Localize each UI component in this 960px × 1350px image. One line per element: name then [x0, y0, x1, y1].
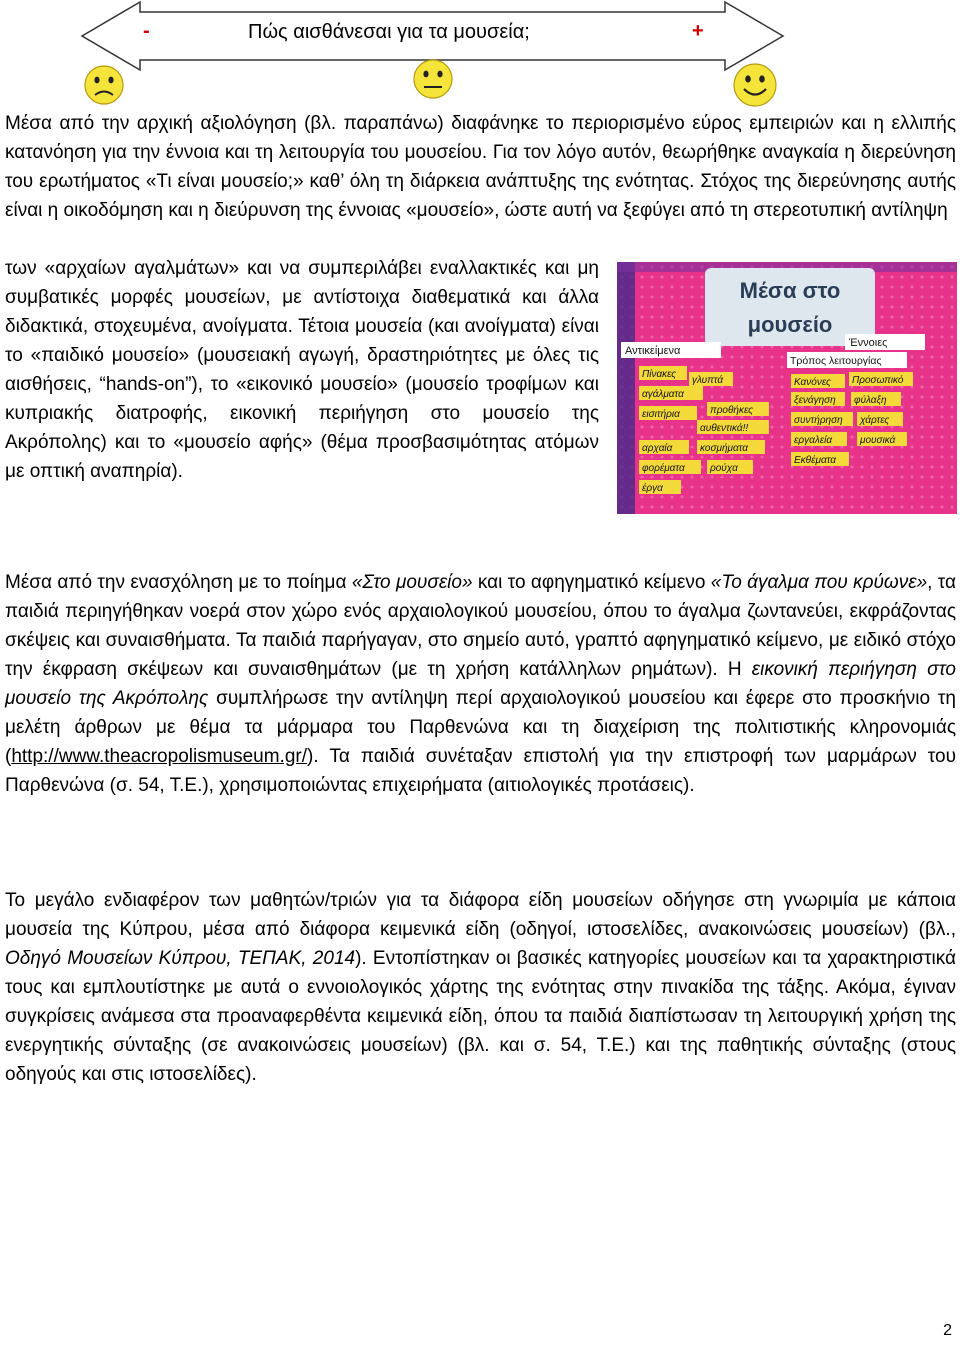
note: Πίνακες	[642, 369, 677, 380]
text-segment: Το μεγάλο ενδιαφέρον των μαθητών/τριών για τα διάφορα είδη μουσείων οδήγησε στη γνωριμία με κάποια μουσεία της Κύπρου, μέσα από διάφορα κειμενικά είδη (οδηγοί, ιστοσελίδες, ανακοινώσεις μουσείων) (βλ.,	[5, 890, 956, 940]
note: Κανόνες	[794, 377, 831, 388]
note: αγάλματα	[642, 389, 684, 400]
note: αρχαία	[642, 443, 673, 454]
board-title-2: μουσείο	[747, 312, 833, 337]
note: γλυπτά	[692, 375, 724, 386]
museum-board-photo	[617, 262, 957, 514]
museums-paragraph	[5, 886, 956, 1089]
poem-paragraph	[5, 568, 956, 800]
note: συντήρηση	[794, 415, 843, 426]
note: εργαλεία	[794, 435, 833, 446]
minus-label: -	[143, 20, 150, 42]
note: φύλαξη	[854, 395, 887, 406]
note: φορέματα	[642, 463, 685, 474]
note: αυθεντικά!!	[700, 423, 749, 434]
text-segment: «Το άγαλμα που κρύωνε»	[710, 572, 928, 593]
museum-link[interactable]: http://www.theacropolismuseum.gr/	[11, 746, 308, 767]
text-segment: εικονική περιήγηση στο μουσείο της Ακρόπολης	[5, 659, 956, 709]
text-segment: ). Εντοπίστηκαν οι βασικές κατηγορίες μουσείων και τα χαρακτηριστικά τους και εμπλουτίστηκε με αυτά ο εννοιολογικός χάρτης της ενότητας στην πινακίδα της τάξης. Ακόμα, έγιναν συγκρίσεις ανάμεσα στα προαναφερθέντα κειμενικά είδη, όπου τα παιδιά διαπίστωσαν τη λειτουργική χρήση της ενεργητικής σύνταξης (σε ανακοινώσεις μουσείων) (βλ. και σ. 54, Τ.Ε.) και της παθητικής σύνταξης (στους οδηγούς και στις ιστοσελίδες).	[5, 948, 956, 1085]
board-label-objects: Αντικείμενα	[625, 345, 681, 357]
sad-face-icon	[83, 64, 125, 106]
neutral-face-icon	[412, 58, 454, 100]
text-segment: και το αφηγηματικό κείμενο	[472, 572, 711, 593]
note: έργα	[642, 483, 663, 494]
text-segment: Μέσα από την ενασχόληση με το ποίημα	[5, 572, 352, 593]
text-segment: συμπλήρωσε την αντίληψη περί αρχαιολογικού μουσείου και έφερε στο προσκήνιο τη μελέτη άρθρων με θέμα τα μάρμαρα του Παρθενώνα και τη διαχείριση της πολιτιστικής κληρονομιάς (	[5, 688, 956, 767]
note: κοσμήματα	[700, 443, 748, 454]
note: Εκθέματα	[794, 455, 836, 466]
note: Προσωπικό	[852, 375, 904, 386]
text-segment: , τα παιδιά περιηγήθηκαν νοερά στον χώρο ενός αρχαιολογικού μουσείου, όπου το άγαλμα ζωντανεύει, εκφράζοντας σκέψεις και συναισθήματα. Τα παιδιά παρήγαγαν, στο σημείο αυτό, γραπτό αφηγηματικό κείμενο, με ειδικό στόχο την έκφραση σκέψεων και συναισθημάτων (με τη χρήση κατάλληλων ρημάτων). Η	[5, 572, 957, 680]
text-segment: Οδηγό Μουσείων Κύπρου, ΤΕΠΑΚ, 2014	[5, 948, 356, 969]
board-label-concepts: Έννοιες	[849, 337, 888, 349]
note: προθήκες	[710, 405, 753, 416]
note: μουσικά	[860, 435, 896, 446]
page-number: 2	[943, 1322, 952, 1339]
note: χάρτες	[860, 415, 890, 426]
happy-face-icon	[732, 62, 778, 108]
board-title-1: Μέσα στο	[739, 278, 841, 303]
text-segment: ). Τα παιδιά συνέταξαν επιστολή για την επιστροφή των μαρμάρων του Παρθενώνα (σ. 54, Τ.Ε.), χρησιμοποιώντας επιχειρήματα (αιτιολογικές προτάσεις).	[5, 746, 956, 796]
note: ρούχα	[710, 463, 738, 474]
plus-label: +	[692, 20, 704, 42]
note: εισιτήρια	[642, 409, 680, 420]
feelings-question: Πώς αισθάνεσαι για τα μουσεία;	[248, 21, 530, 43]
board-label-operation: Τρόπος λειτουργίας	[790, 355, 882, 367]
intro-paragraph-continued: των «αρχαίων αγαλμάτων» και να συμπεριλάβει εναλλακτικές και μη συμβατικές μορφές μουσείων, με αντίστοιχα διαθεματικά και άλλα διδακτικά, στοχευμένα, ανοίγματα. Τέτοια μουσεία (και ανοίγματα) είναι το «παιδικό μουσείο» (μουσειακή αγωγή, δραστηριότητες με όλες τις αισθήσεις, “hands-on”), το «εικονικό μουσείο» (μουσείο τροφίμων και κυπριακής διατροφής, εικονική περιήγηση στο μουσείο της Ακρόπολης) και το «μουσείο αφής» (θέμα προσβασιμότητας ατόμων με οπτική αναπηρία).	[5, 258, 599, 482]
intro-paragraph: Μέσα από την αρχική αξιολόγηση (βλ. παραπάνω) διαφάνηκε το περιορισμένο εύρος εμπειριών και η ελλιπής κατανόηση για την έννοια και τη λειτουργία του μουσείου. Για τον λόγο αυτόν, θεωρήθηκε αναγκαία η διερεύνηση του ερωτήματος «Τι είναι μουσείο;» καθ’ όλη τη διάρκεια ανάπτυξης της ενότητας. Στόχος της διερεύνησης αυτής είναι η οικοδόμηση και η διεύρυνση της έννοιας «μουσείο», ώστε αυτή να ξεφύγει από τη στερεοτυπική αντίληψη	[5, 113, 956, 221]
text-segment: «Στο μουσείο»	[351, 572, 473, 593]
note: ξενάγηση	[794, 395, 836, 406]
